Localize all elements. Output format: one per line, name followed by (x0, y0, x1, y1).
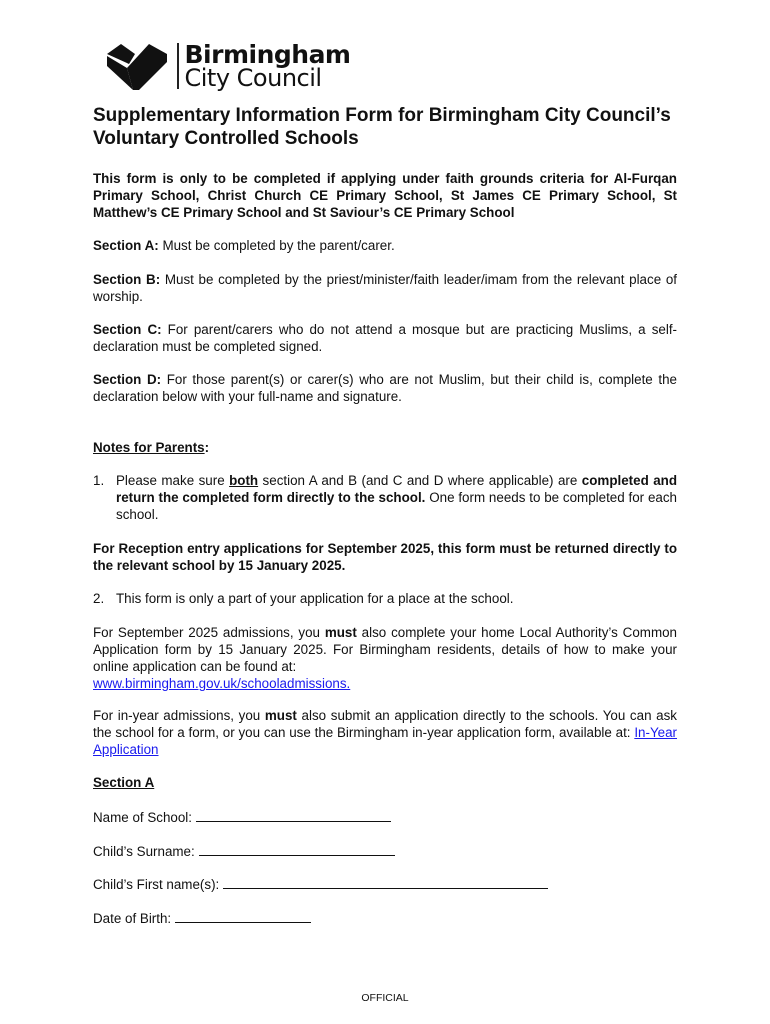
birmingham-city-council-logo (105, 40, 350, 92)
name-of-school-input[interactable] (196, 808, 391, 822)
paragraph-text: For in-year admissions, you (93, 708, 265, 723)
note-item-1 (93, 472, 677, 523)
section-label: Section B: (93, 272, 161, 287)
field-label: Date of Birth: (93, 911, 172, 926)
logo-text-city-council: City Council (184, 64, 322, 92)
official-classification-footer: OFFICIAL (361, 992, 409, 1004)
child-first-names-field (93, 875, 548, 893)
in-year-admissions-paragraph (93, 707, 677, 758)
section-label: Section C: (93, 322, 162, 337)
paragraph-text: For September 2025 admissions, you (93, 625, 325, 640)
list-number: 2. (93, 591, 105, 606)
in-year-application-link[interactable]: In-Year Application (93, 725, 677, 757)
note-text: Please make sure (116, 473, 230, 488)
school-admissions-link[interactable]: www.birmingham.gov.uk/schooladmissions. (93, 676, 351, 691)
date-of-birth-input[interactable] (175, 909, 311, 923)
section-description: Must be completed by the parent/carer. (158, 238, 395, 253)
section-a-heading (93, 774, 677, 791)
notes-heading-colon: : (204, 440, 210, 455)
note-text: This form is only a part of your application for a place at the school. (116, 591, 514, 606)
paragraph-bold: must (264, 708, 297, 723)
logo-divider (177, 43, 179, 89)
logo-text-birmingham: Birmingham (184, 40, 351, 69)
document-title: Supplementary Information Form for Birmingham City Council’s Voluntary Controlled Schools (93, 105, 671, 149)
note-text: section A and B (and C and D where applicable) are (258, 473, 582, 488)
name-of-school-field (93, 808, 391, 826)
note-text: One form needs to be completed for each school. (116, 490, 677, 522)
section-label: Section A: (93, 238, 159, 253)
intro-paragraph: This form is only to be completed if applying under faith grounds criteria for Al-Furqan Primary School, Christ Church CE Primary School, St James CE Primary School, St Matthew’s CE Primary School and St Saviour’s CE Primary School (93, 171, 677, 220)
field-label: Child’s First name(s): (93, 877, 220, 892)
section-description: For parent/carers who do not attend a mosque but are practicing Muslims, a self-declaration must be completed signed. (93, 322, 678, 354)
child-surname-input[interactable] (199, 842, 395, 856)
child-surname-field (93, 842, 395, 860)
field-label: Name of School: (93, 810, 192, 825)
section-a-heading-text: Section A (93, 775, 155, 790)
section-d-overview (93, 371, 677, 405)
note-emphasis: both (229, 473, 259, 488)
field-label: Child’s Surname: (93, 844, 195, 859)
note-item-2 (93, 590, 677, 607)
section-label: Section D: (93, 372, 162, 387)
list-number: 1. (93, 473, 105, 488)
section-c-overview (93, 321, 677, 355)
child-first-names-input[interactable] (223, 875, 548, 889)
date-of-birth-field (93, 909, 311, 927)
reception-deadline-notice: For Reception entry applications for September 2025, this form must be returned directly to the relevant school by 15 January 2025. (93, 541, 677, 573)
section-description: Must be completed by the priest/minister/faith leader/imam from the relevant place of worship. (93, 272, 677, 304)
section-b-overview (93, 271, 677, 305)
section-a-overview (93, 237, 677, 254)
notes-heading (93, 439, 677, 456)
paragraph-bold: must (324, 625, 357, 640)
section-description: For those parent(s) or carer(s) who are not Muslim, but their child is, complete the declaration below with your full-name and signature. (93, 372, 677, 404)
note-bold-text: completed and return the completed form directly to the school. (116, 473, 678, 505)
notes-heading-text: Notes for Parents (93, 440, 205, 455)
paragraph-text: also submit an application directly to the schools. You can ask the school for a form, or you can use the Birmingham in-year application form, available at: (93, 708, 678, 740)
paragraph-text: also complete your home Local Authority’s Common Application form by 15 January 2025. For Birmingham residents, details of how to make your online application can be found at: (93, 625, 677, 674)
september-admissions-paragraph (93, 624, 677, 692)
heart-logo-icon (105, 40, 169, 92)
